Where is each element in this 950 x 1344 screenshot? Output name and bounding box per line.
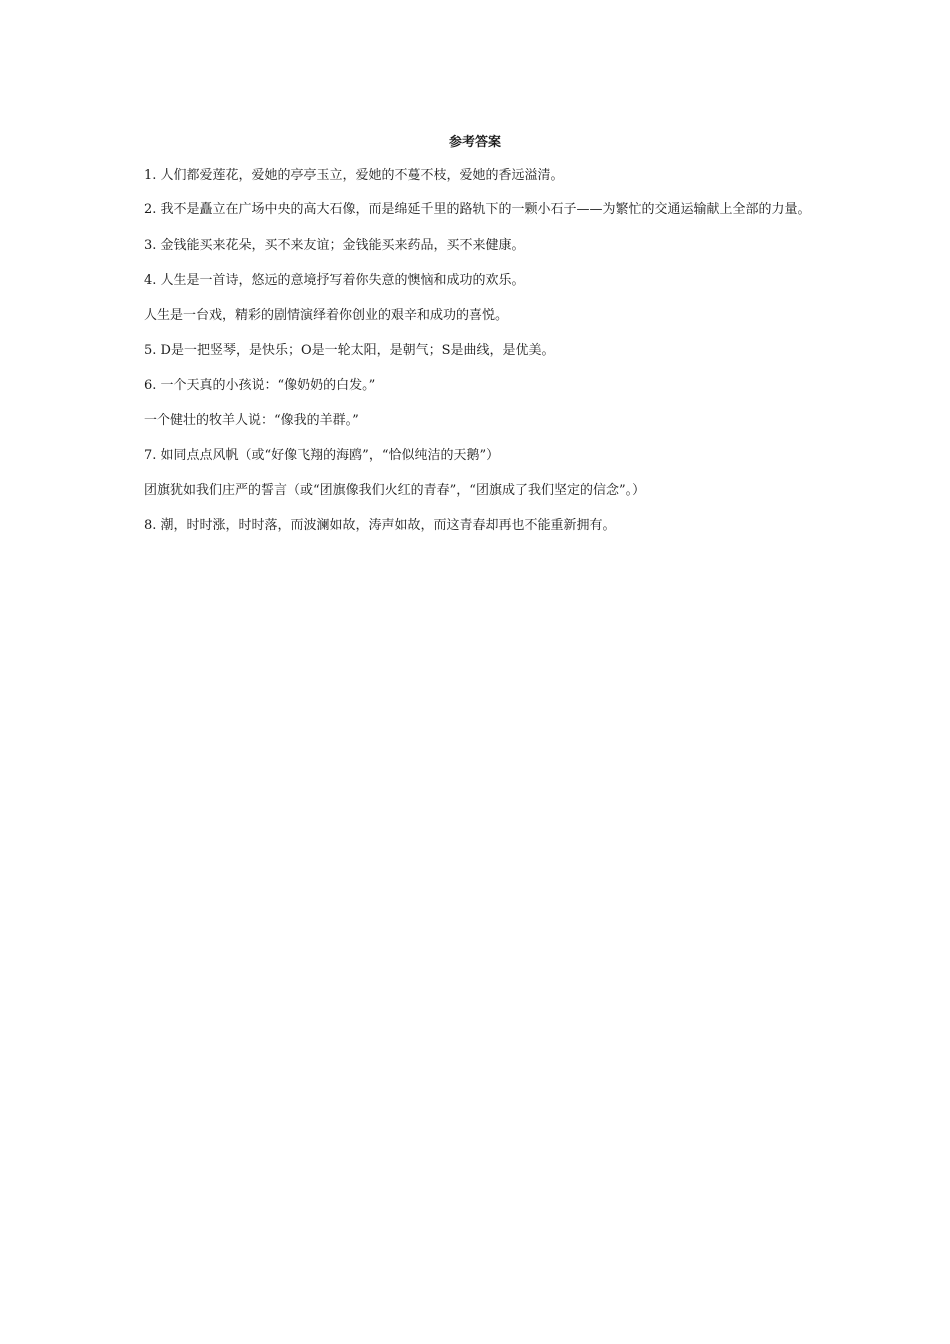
answer-8: 8. 潮，时时涨，时时落，而波澜如故，涛声如故，而这青春却再也不能重新拥有。 (144, 518, 616, 533)
answer-4-line-2: 人生是一台戏，精彩的剧情演绎着你创业的艰辛和成功的喜悦。 (144, 308, 509, 323)
answer-4-line-1: 4. 人生是一首诗，悠远的意境抒写着你失意的懊恼和成功的欢乐。 (144, 273, 525, 288)
answer-1: 1. 人们都爱莲花，爱她的亭亭玉立，爱她的不蔓不枝，爱她的香远溢清。 (144, 168, 564, 183)
answer-7-line-2: 团旗犹如我们庄严的誓言（或“团旗像我们火红的青春”，“团旗成了我们坚定的信念”。） (144, 483, 646, 498)
answer-5: 5. D是一把竖琴，是快乐；O是一轮太阳，是朝气；S是曲线，是优美。 (144, 343, 555, 358)
answer-6-line-1: 6. 一个天真的小孩说：“像奶奶的白发。” (144, 378, 376, 393)
page-title: 参考答案 (448, 135, 501, 150)
answer-7-line-1: 7. 如同点点风帆（或“好像飞翔的海鸥”，“恰似纯洁的天鹅”） (144, 448, 500, 463)
answer-list (130, 166, 820, 535)
answer-2: 2. 我不是矗立在广场中央的高大石像，而是绵延千里的路轨下的一颗小石子——为繁忙的交通运输献上全部的力量。 (144, 202, 811, 217)
answer-3: 3. 金钱能买来花朵，买不来友谊；金钱能买来药品，买不来健康。 (144, 238, 525, 253)
answer-6-line-2: 一个健壮的牧羊人说：“像我的羊群。” (144, 413, 359, 428)
